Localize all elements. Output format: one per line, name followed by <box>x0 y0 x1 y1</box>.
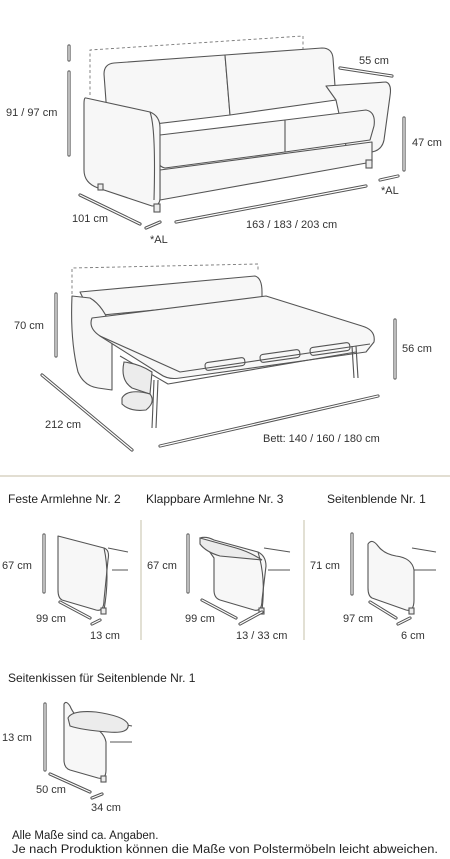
back-cushion-right <box>225 48 336 115</box>
option-title-fixed-armrest: Feste Armlehne Nr. 2 <box>8 492 121 506</box>
side-panel-drawing <box>352 534 436 624</box>
folding-armrest-drawing <box>188 535 290 624</box>
sofa-al-right-label: *AL <box>381 185 399 197</box>
side-panel-height-label: 71 cm <box>310 560 340 572</box>
bed-seat-cushion <box>122 392 152 411</box>
cushion-title: Seitenkissen für Seitenblende Nr. 1 <box>8 671 196 685</box>
bed-leg <box>152 380 154 428</box>
folding-armrest-depth-label: 99 cm <box>185 613 215 625</box>
sofa-drawing <box>84 36 391 212</box>
folding-armrest-width-label: 13 / 33 cm <box>236 630 288 642</box>
bed-height-label: 70 cm <box>14 320 44 332</box>
fixed-armrest-width-label: 13 cm <box>90 630 120 642</box>
foot <box>98 184 103 190</box>
sofa-al-left-label: *AL <box>150 234 168 246</box>
fixed-armrest-depth-label: 99 cm <box>36 613 66 625</box>
option-title-side-panel: Seitenblende Nr. 1 <box>327 492 426 506</box>
foot <box>154 204 160 212</box>
note-approx: Alle Maße sind ca. Angaben. <box>12 830 159 842</box>
bed-length-label: 212 cm <box>45 419 82 431</box>
armrest-left <box>84 98 160 206</box>
bed-mattress-height-label: 56 cm <box>402 343 432 355</box>
cushion-height-label: 13 cm <box>2 732 32 744</box>
side-panel-depth-label: 97 cm <box>343 613 373 625</box>
note-variation: Je nach Produktion können die Maße von Polstermöbeln leicht abweichen. <box>12 844 438 856</box>
cushion-depth-label: 50 cm <box>36 784 66 796</box>
foot <box>366 160 372 168</box>
sofa-height-label: 91 / 97 cm <box>6 107 58 119</box>
sofa-back-depth-label: 55 cm <box>359 55 389 67</box>
sofa-depth-label: 101 cm <box>72 213 109 225</box>
sofabed-drawing <box>72 264 375 428</box>
fixed-armrest-height-label: 67 cm <box>2 560 32 572</box>
side-panel-width-label: 6 cm <box>401 630 425 642</box>
cushion-width-label: 34 cm <box>91 802 121 814</box>
fixed-armrest-drawing <box>44 535 128 624</box>
folding-armrest-height-label: 67 cm <box>147 560 177 572</box>
sofa-width-label: 163 / 183 / 203 cm <box>246 219 338 231</box>
sofa-seat-height-label: 47 cm <box>412 137 442 149</box>
bed-width-label: Bett: 140 / 160 / 180 cm <box>263 433 380 445</box>
option-title-folding-armrest: Klappbare Armlehne Nr. 3 <box>146 492 284 506</box>
